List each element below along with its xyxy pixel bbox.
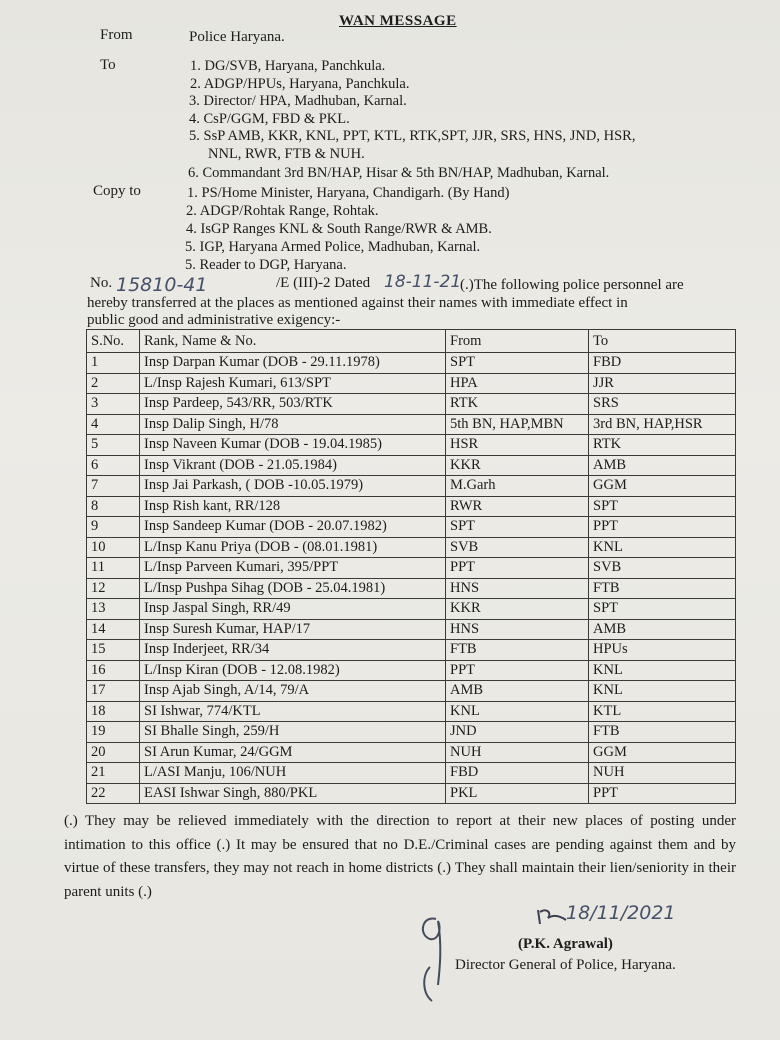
reference-no-label: No. (90, 275, 113, 291)
row-to-station: KNL (589, 681, 736, 702)
row-serial-number: 10 (87, 537, 140, 558)
row-serial-number: 4 (87, 414, 140, 435)
row-from-station: AMB (446, 681, 589, 702)
row-to-station: AMB (589, 455, 736, 476)
row-from-station: RWR (446, 496, 589, 517)
row-from-station: 5th BN, HAP,MBN (446, 414, 589, 435)
intro-text: (.)The following police personnel are (460, 277, 684, 293)
row-serial-number: 19 (87, 722, 140, 743)
row-from-station: M.Garh (446, 476, 589, 497)
row-rank-name: L/Insp Kanu Priya (DOB - (08.01.1981) (140, 537, 446, 558)
row-from-station: HNS (446, 619, 589, 640)
row-from-station: SPT (446, 517, 589, 538)
row-rank-name: L/Insp Parveen Kumari, 395/PPT (140, 558, 446, 579)
table-row (87, 783, 736, 804)
handwritten-date: 18-11-21 (384, 272, 462, 292)
row-from-station: KKR (446, 455, 589, 476)
row-to-station: PPT (589, 783, 736, 804)
row-serial-number: 15 (87, 640, 140, 661)
row-to-station: KTL (589, 701, 736, 722)
row-from-station: SPT (446, 353, 589, 374)
row-from-station: PPT (446, 558, 589, 579)
row-rank-name: Insp Pardeep, 543/RR, 503/RTK (140, 394, 446, 415)
table-row (87, 455, 736, 476)
row-rank-name: Insp Ajab Singh, A/14, 79/A (140, 681, 446, 702)
row-serial-number: 7 (87, 476, 140, 497)
table-row (87, 640, 736, 661)
table-row (87, 476, 736, 497)
row-rank-name: SI Ishwar, 774/KTL (140, 701, 446, 722)
from-value: Police Haryana. (189, 29, 285, 45)
row-from-station: FBD (446, 763, 589, 784)
row-serial-number: 1 (87, 353, 140, 374)
row-rank-name: Insp Sandeep Kumar (DOB - 20.07.1982) (140, 517, 446, 538)
copy-to-item: 5. Reader to DGP, Haryana. (185, 257, 347, 273)
table-row (87, 722, 736, 743)
table-header-row (87, 330, 736, 353)
table-row (87, 578, 736, 599)
copy-to-item: 2. ADGP/Rohtak Range, Rohtak. (186, 203, 379, 219)
row-serial-number: 17 (87, 681, 140, 702)
row-rank-name: EASI Ishwar Singh, 880/PKL (140, 783, 446, 804)
table-row (87, 599, 736, 620)
row-to-station: SPT (589, 496, 736, 517)
row-to-station: FTB (589, 578, 736, 599)
row-rank-name: Insp Inderjeet, RR/34 (140, 640, 446, 661)
row-serial-number: 14 (87, 619, 140, 640)
table-row (87, 496, 736, 517)
row-serial-number: 12 (87, 578, 140, 599)
intro-text-line: public good and administrative exigency:- (87, 312, 341, 328)
transfer-table (86, 329, 736, 804)
handwritten-signature-date: 18/11/2021 (566, 902, 676, 924)
table-row (87, 414, 736, 435)
row-from-station: HPA (446, 373, 589, 394)
row-to-station: KNL (589, 660, 736, 681)
column-header-from: From (446, 330, 589, 353)
row-to-station: HPUs (589, 640, 736, 661)
row-to-station: JJR (589, 373, 736, 394)
row-rank-name: Insp Suresh Kumar, HAP/17 (140, 619, 446, 640)
row-from-station: PPT (446, 660, 589, 681)
copy-to-item: 5. IGP, Haryana Armed Police, Madhuban, Karnal. (185, 239, 481, 255)
row-rank-name: L/Insp Rajesh Kumari, 613/SPT (140, 373, 446, 394)
handwritten-reference-number: 15810-41 (116, 274, 208, 296)
table-row (87, 619, 736, 640)
row-serial-number: 13 (87, 599, 140, 620)
to-item: 3. Director/ HPA, Madhuban, Karnal. (189, 93, 407, 109)
column-header-name: Rank, Name & No. (140, 330, 446, 353)
row-serial-number: 18 (87, 701, 140, 722)
signatory-designation: Director General of Police, Haryana. (455, 957, 676, 973)
document-title: WAN MESSAGE (339, 13, 457, 29)
copy-to-label: Copy to (93, 183, 141, 199)
row-to-station: FBD (589, 353, 736, 374)
table-row (87, 681, 736, 702)
row-from-station: NUH (446, 742, 589, 763)
signatory-name: (P.K. Agrawal) (518, 936, 613, 952)
row-serial-number: 21 (87, 763, 140, 784)
closing-paragraph: (.) They may be relieved immediately with the direction to report at their new places of posting under intimation to this office (.) It may be ensured that no D.E./Criminal cases are pending against them and by virtue of these transfers, they may not reach in home districts (.) They shall maintain their lien/seniority in their parent units (.) (64, 813, 736, 900)
row-serial-number: 2 (87, 373, 140, 394)
row-rank-name: Insp Darpan Kumar (DOB - 29.11.1978) (140, 353, 446, 374)
row-from-station: FTB (446, 640, 589, 661)
table-row (87, 373, 736, 394)
row-from-station: HSR (446, 435, 589, 456)
row-rank-name: Insp Dalip Singh, H/78 (140, 414, 446, 435)
table-row (87, 763, 736, 784)
intro-text-line: hereby transferred at the places as mentioned against their names with immediate effect in (87, 295, 628, 311)
row-serial-number: 6 (87, 455, 140, 476)
row-from-station: JND (446, 722, 589, 743)
row-serial-number: 22 (87, 783, 140, 804)
to-item: 1. DG/SVB, Haryana, Panchkula. (190, 58, 386, 74)
row-to-station: SRS (589, 394, 736, 415)
row-to-station: GGM (589, 742, 736, 763)
column-header-to: To (589, 330, 736, 353)
row-to-station: GGM (589, 476, 736, 497)
row-from-station: HNS (446, 578, 589, 599)
row-rank-name: Insp Jaspal Singh, RR/49 (140, 599, 446, 620)
row-to-station: 3rd BN, HAP,HSR (589, 414, 736, 435)
row-from-station: SVB (446, 537, 589, 558)
copy-to-item: 4. IsGP Ranges KNL & South Range/RWR & AMB. (186, 221, 492, 237)
row-from-station: RTK (446, 394, 589, 415)
row-rank-name: Insp Jai Parkash, ( DOB -10.05.1979) (140, 476, 446, 497)
row-serial-number: 8 (87, 496, 140, 517)
row-to-station: RTK (589, 435, 736, 456)
to-item: 2. ADGP/HPUs, Haryana, Panchkula. (190, 76, 410, 92)
table-row (87, 742, 736, 763)
row-to-station: SPT (589, 599, 736, 620)
to-item: NNL, RWR, FTB & NUH. (208, 146, 365, 162)
handwritten-initials (408, 905, 468, 1005)
row-rank-name: Insp Vikrant (DOB - 21.05.1984) (140, 455, 446, 476)
table-row (87, 537, 736, 558)
to-item: 5. SsP AMB, KKR, KNL, PPT, KTL, RTK,SPT, JJR, SRS, HNS, JND, HSR, (189, 128, 636, 144)
row-serial-number: 5 (87, 435, 140, 456)
transfer-table-body (87, 353, 736, 804)
reference-office: /E (III)-2 Dated (276, 275, 371, 291)
row-rank-name: Insp Rish kant, RR/128 (140, 496, 446, 517)
row-to-station: PPT (589, 517, 736, 538)
table-row (87, 353, 736, 374)
row-from-station: PKL (446, 783, 589, 804)
row-rank-name: L/Insp Pushpa Sihag (DOB - 25.04.1981) (140, 578, 446, 599)
row-serial-number: 16 (87, 660, 140, 681)
row-serial-number: 9 (87, 517, 140, 538)
row-rank-name: SI Bhalle Singh, 259/H (140, 722, 446, 743)
row-rank-name: L/ASI Manju, 106/NUH (140, 763, 446, 784)
table-row (87, 701, 736, 722)
copy-to-item: 1. PS/Home Minister, Haryana, Chandigarh. (By Hand) (187, 185, 510, 201)
table-row (87, 435, 736, 456)
row-serial-number: 20 (87, 742, 140, 763)
row-to-station: NUH (589, 763, 736, 784)
row-to-station: KNL (589, 537, 736, 558)
row-to-station: SVB (589, 558, 736, 579)
from-label: From (100, 27, 133, 43)
row-rank-name: SI Arun Kumar, 24/GGM (140, 742, 446, 763)
row-rank-name: Insp Naveen Kumar (DOB - 19.04.1985) (140, 435, 446, 456)
row-rank-name: L/Insp Kiran (DOB - 12.08.1982) (140, 660, 446, 681)
table-row (87, 517, 736, 538)
to-label: To (100, 57, 116, 73)
column-header-sno: S.No. (87, 330, 140, 353)
table-row (87, 660, 736, 681)
to-item: 4. CsP/GGM, FBD & PKL. (189, 111, 350, 127)
table-row (87, 394, 736, 415)
row-from-station: KNL (446, 701, 589, 722)
row-from-station: KKR (446, 599, 589, 620)
row-to-station: FTB (589, 722, 736, 743)
to-item: 6. Commandant 3rd BN/HAP, Hisar & 5th BN/HAP, Madhuban, Karnal. (188, 165, 610, 181)
row-serial-number: 11 (87, 558, 140, 579)
row-to-station: AMB (589, 619, 736, 640)
row-serial-number: 3 (87, 394, 140, 415)
table-row (87, 558, 736, 579)
